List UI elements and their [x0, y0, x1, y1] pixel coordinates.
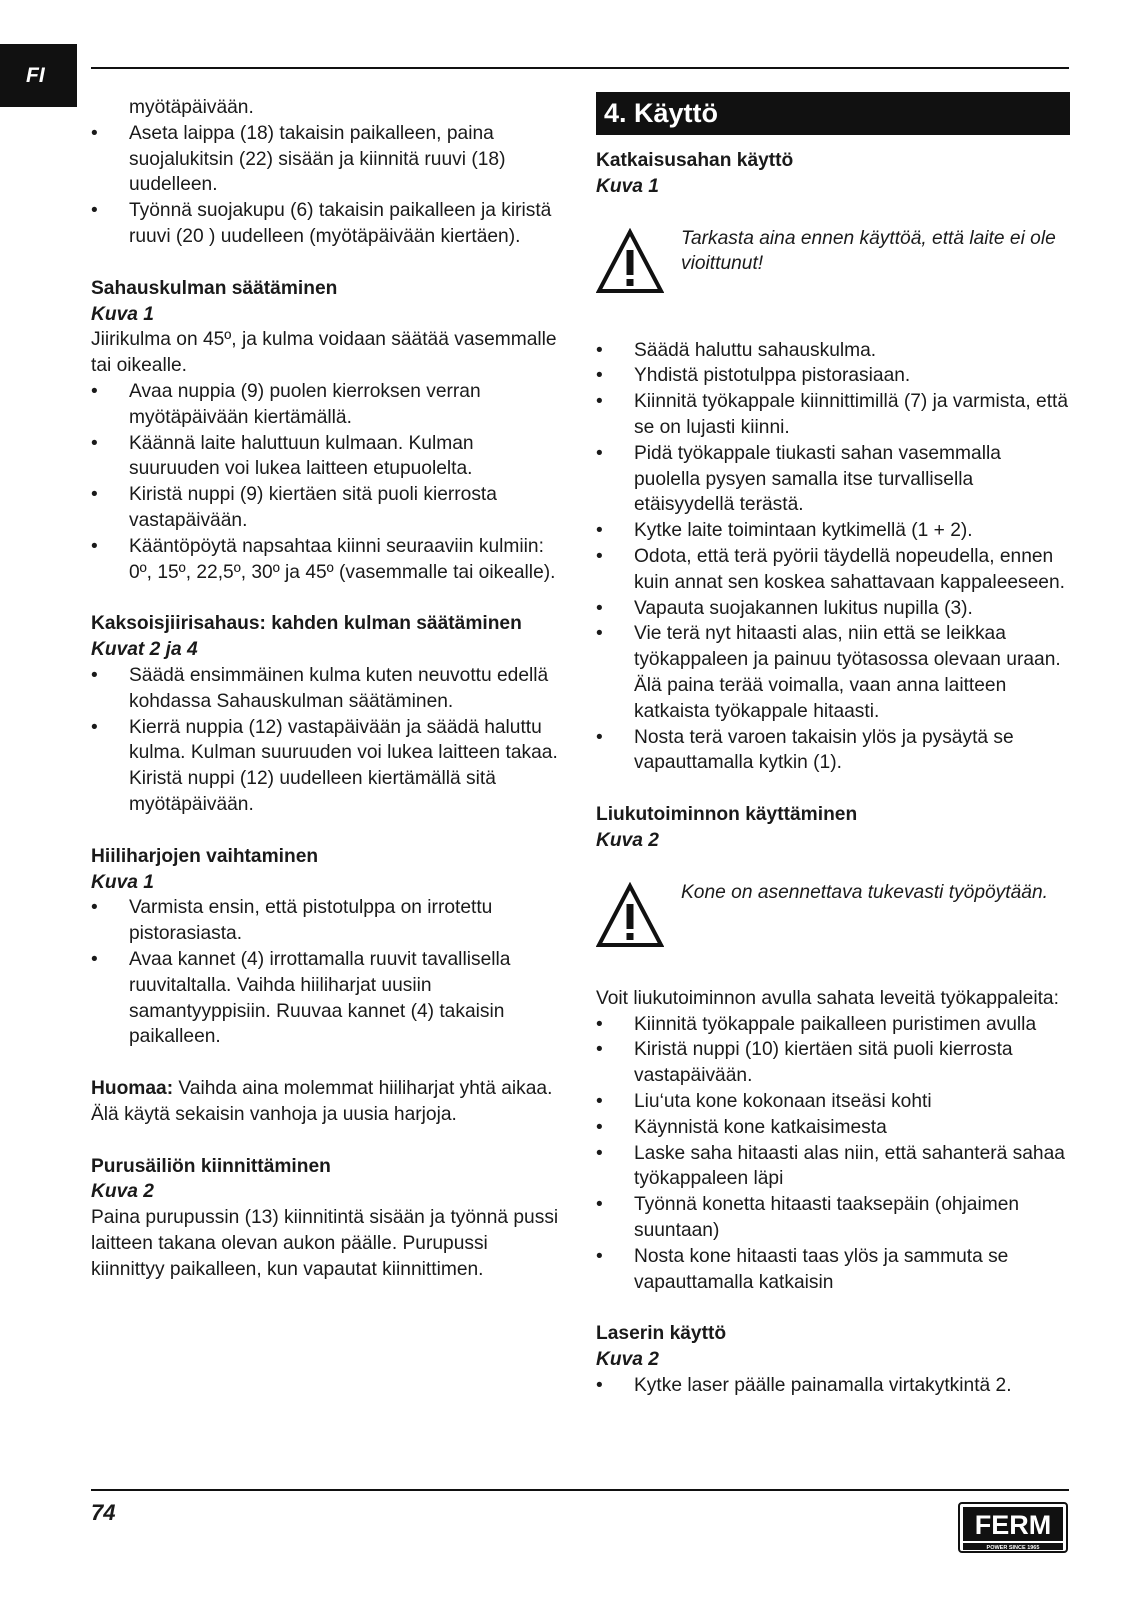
list-item: • Kiristä nuppi (10) kiertäen sitä puoli kierrosta vastapäivään.: [596, 1037, 1070, 1089]
language-tab: [0, 44, 77, 107]
list-item: • Odota, että terä pyörii täydellä nopeudella, ennen kuin annat sen koskea sahattavaan kappaleeseen.: [596, 544, 1070, 596]
header-rule: [91, 67, 1069, 69]
warning-triangle-icon: [596, 228, 664, 296]
section-heading-saw-angle: Sahauskulman säätäminen: [91, 277, 338, 299]
paragraph: Jiirikulma on 45º, ja kulma voidaan säätää vasemmalle tai oikealle.: [91, 329, 557, 377]
warning-text: Kone on asennettava tukevasti työpöytään.: [681, 881, 1048, 903]
bullet-list: [596, 338, 1070, 777]
figure-reference: Kuvat 2 ja 4: [91, 639, 198, 661]
list-item: • Aseta laippa (18) takaisin paikalleen, paina suojalukitsin (22) sisään ja kiinnitä ruuvi (18) uudelleen.: [91, 121, 566, 198]
svg-text:FERM: FERM: [974, 1510, 1052, 1540]
warning-text: Tarkasta aina ennen käyttöä, että laite ei ole vioittunut!: [681, 227, 1056, 275]
note-text: Vaihda aina molemmat hiiliharjat yhtä aikaa. Älä käytä sekaisin vanhoja ja uusia harjoja.: [91, 1078, 553, 1125]
footer-rule: [91, 1489, 1069, 1491]
language-code: FI: [26, 63, 45, 87]
list-item: • Yhdistä pistotulppa pistorasiaan.: [596, 363, 1070, 389]
figure-reference: Kuva 2: [91, 1181, 154, 1203]
figure-reference: Kuva 1: [596, 175, 659, 197]
list-item: • Avaa nuppia (9) puolen kierroksen verran myötäpäivään kiertämällä.: [91, 379, 566, 431]
section-heading-laser: Laserin käyttö: [596, 1323, 727, 1345]
section-heading-slide-function: Liukutoiminnon käyttäminen: [596, 804, 858, 826]
bullet-list: [91, 663, 566, 818]
paragraph: Paina purupussin (13) kiinnitintä sisään ja työnnä pussi laitteen takana olevan aukon päälle. Purupussi kiinnittyy paikalleen, kun vapautat kiinnittimen.: [91, 1207, 559, 1280]
page-number: 74: [91, 1500, 116, 1525]
section-heading-mitre-saw-use: Katkaisusahan käyttö: [596, 150, 794, 171]
figure-reference: Kuva 1: [91, 871, 154, 893]
list-item: • Kierrä nuppia (12) vastapäivään ja säädä haluttu kulma. Kulman suuruuden voi lukea laitteen takaa. Kiristä nuppi (12) uudelleen kiertämällä sitä myötäpäivään.: [91, 715, 566, 818]
figure-reference: Kuva 2: [596, 1349, 659, 1371]
warning-triangle-icon: [596, 882, 664, 950]
list-item: • Käännä laite haluttuun kulmaan. Kulman suuruuden voi lukea laitteen etupuolelta.: [91, 431, 566, 483]
list-item: • Käynnistä kone katkaisimesta: [596, 1115, 1070, 1141]
paragraph: Voit liukutoiminnon avulla sahata leveitä työkappaleita:: [596, 987, 1059, 1009]
warning-block: [596, 880, 1070, 950]
list-item: • Laske saha hitaasti alas niin, että sahanterä sahaa työkappaleen läpi: [596, 1141, 1070, 1193]
list-item: • Kiinnitä työkappale kiinnittimillä (7) ja varmista, että se on lujasti kiinni.: [596, 389, 1070, 441]
list-item: • Vapauta suojakannen lukitus nupilla (3).: [596, 596, 1070, 622]
warning-block: [596, 226, 1070, 296]
bullet-list: [91, 895, 566, 1050]
section-heading-dust-bag: Purusäiliön kiinnittäminen: [91, 1155, 331, 1177]
list-item: • Kääntöpöytä napsahtaa kiinni seuraaviin kulmiin: 0º, 15º, 22,5º, 30º ja 45º (vasemmalle tai oikealle).: [91, 534, 566, 586]
list-item: • Säädä ensimmäinen kulma kuten neuvottu edellä kohdassa Sahauskulman säätäminen.: [91, 663, 566, 715]
note-paragraph: [91, 1076, 566, 1128]
list-item: • Vie terä nyt hitaasti alas, niin että se leikkaa työkappaleen ja painuu työtasossa olevaan uraan. Älä paina terää voimalla, vaan anna laitteen katkaista työkappale hitaasti.: [596, 621, 1070, 724]
chapter-heading: 4. Käyttö: [596, 92, 1070, 135]
bullet-list: [596, 1373, 1070, 1399]
figure-reference: Kuva 1: [91, 303, 154, 325]
list-item: • Kiinnitä työkappale paikalleen puristimen avulla: [596, 1012, 1070, 1038]
list-item: • Työnnä suojakupu (6) takaisin paikalleen ja kiristä ruuvi (20 ) uudelleen (myötäpäivään kiertäen).: [91, 198, 566, 250]
list-item: • Työnnä konetta hitaasti taaksepäin (ohjaimen suuntaan): [596, 1192, 1070, 1244]
continued-text: myötäpäivään.: [129, 97, 254, 118]
bullet-list: [91, 379, 566, 585]
svg-text:POWER SINCE 1965: POWER SINCE 1965: [986, 1545, 1040, 1551]
section-heading-double-mitre: Kaksoisjiirisahaus: kahden kulman säätäminen: [91, 613, 522, 635]
left-column: [91, 95, 566, 1283]
list-item: • Nosta kone hitaasti taas ylös ja sammuta se vapauttamalla katkaisin: [596, 1244, 1070, 1296]
continued-list: [91, 121, 566, 250]
note-label: Huomaa:: [91, 1078, 174, 1100]
list-item: • Avaa kannet (4) irrottamalla ruuvit tavallisella ruuvitaltalla. Vaihda hiiliharjat uusiin samantyyppisiin. Ruuvaa kannet (4) takaisin paikalleen.: [91, 947, 566, 1050]
right-column: [596, 95, 1070, 1399]
list-item: • Kiristä nuppi (9) kiertäen sitä puoli kierrosta vastapäivään.: [91, 482, 566, 534]
list-item: • Säädä haluttu sahauskulma.: [596, 338, 1070, 364]
list-item: • Kytke laser päälle painamalla virtakytkintä 2.: [596, 1373, 1070, 1399]
ferm-logo: [958, 1502, 1068, 1553]
list-item: • Nosta terä varoen takaisin ylös ja pysäytä se vapauttamalla kytkin (1).: [596, 725, 1070, 777]
list-item: • Pidä työkappale tiukasti sahan vasemmalla puolella pysyen samalla itse turvallisella etäisyydellä terästä.: [596, 441, 1070, 518]
section-heading-carbon-brushes: Hiiliharjojen vaihtaminen: [91, 845, 319, 867]
list-item: • Kytke laite toimintaan kytkimellä (1 + 2).: [596, 518, 1070, 544]
list-item: • Liu‘uta kone kokonaan itseäsi kohti: [596, 1089, 1070, 1115]
list-item: • Varmista ensin, että pistotulppa on irrotettu pistorasiasta.: [91, 895, 566, 947]
bullet-list: [596, 1012, 1070, 1296]
figure-reference: Kuva 2: [596, 829, 659, 851]
